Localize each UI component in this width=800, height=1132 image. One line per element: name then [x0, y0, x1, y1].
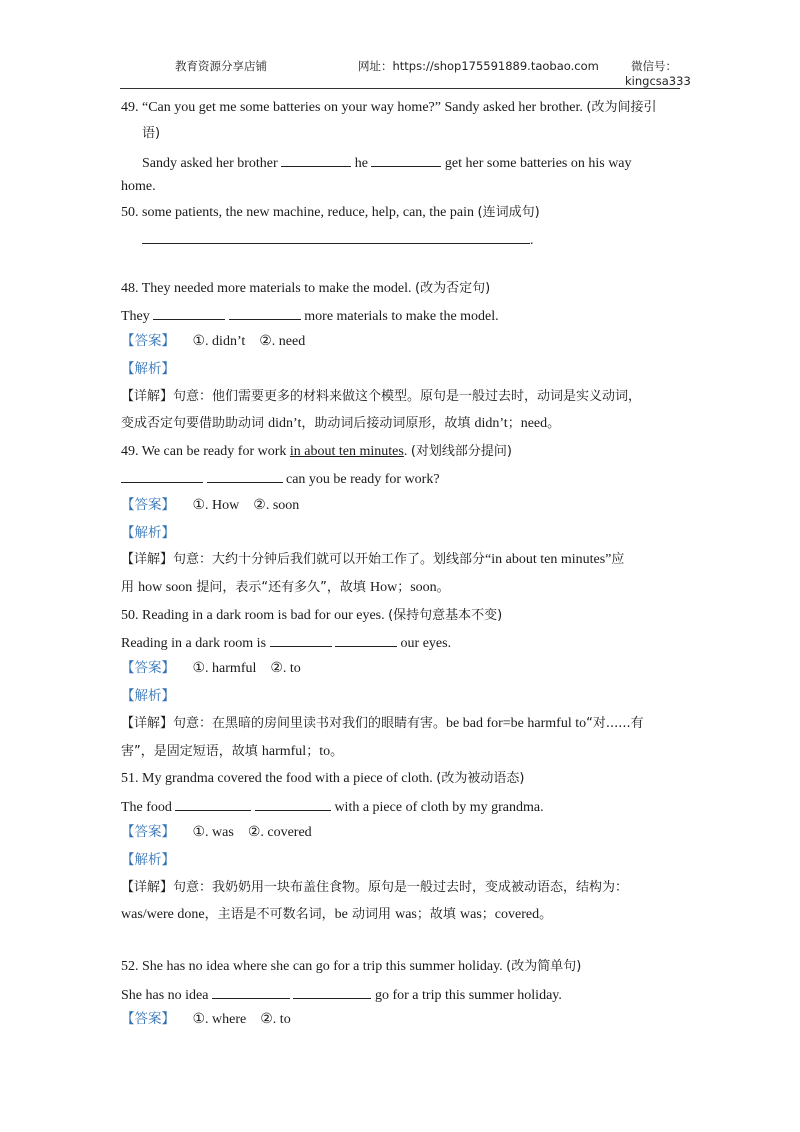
- question-49-prev-cont: 语): [142, 126, 161, 141]
- question-51-detail-1: 【详解】句意：我奶奶用一块布盖住食物。原句是一般过去时，变成被动语态，结构为：: [121, 880, 629, 895]
- question-50-answer: 【答案】 ①. harmful ②. to: [121, 660, 301, 676]
- question-49-prev-sentence: Sandy asked her brother he get her some batteries on his way: [142, 153, 632, 173]
- header-shop-name: 教育资源分享店铺: [175, 59, 267, 73]
- question-50-prev: 50. some patients, the new machine, reduce, help, can, the pain (连词成句): [121, 205, 540, 220]
- header-website: 网址：https://shop175591889.taobao.com: [358, 59, 599, 73]
- question-48-answer: 【答案】 ①. didn’t ②. need: [121, 333, 306, 349]
- answer-blank[interactable]: [293, 985, 371, 999]
- question-48: 48. They needed more materials to make the model. (改为否定句): [121, 281, 491, 296]
- answer-blank[interactable]: [121, 469, 203, 483]
- answer-blank[interactable]: [229, 306, 301, 320]
- question-49-answer: 【答案】 ①. How ②. soon: [121, 497, 300, 513]
- question-49-sentence: can you be ready for work?: [121, 469, 440, 489]
- question-50-detail-1: 【详解】句意：在黑暗的房间里读书对我们的眼睛有害。be bad for=be harmful to“对......有: [121, 716, 644, 731]
- answer-blank[interactable]: [153, 306, 225, 320]
- underlined-phrase: in about ten minutes: [289, 444, 404, 459]
- header-wechat-label: 微信号：: [631, 59, 677, 73]
- question-50: 50. Reading in a dark room is bad for our eyes. (保持句意基本不变): [121, 608, 503, 623]
- answer-blank[interactable]: [255, 797, 331, 811]
- question-50-analysis-label: 【解析】: [121, 688, 175, 704]
- question-49-prev: 49. “Can you get me some batteries on your way home?” Sandy asked her brother. (改为间接引: [121, 100, 657, 115]
- question-48-detail-1: 【详解】句意：他们需要更多的材料来做这个模型。原句是一般过去时，动词是实义动词，: [121, 389, 642, 404]
- question-50-detail-2: 害”，是固定短语，故填 harmful；to。: [121, 744, 344, 759]
- question-49-detail-2: 用 how soon 提问，表示“还有多久”，故填 How；soon。: [121, 580, 450, 595]
- question-51: 51. My grandma covered the food with a piece of cloth. (改为被动语态): [121, 771, 525, 786]
- question-49-prev-sentence-end: home.: [121, 179, 156, 194]
- question-52-sentence: She has no idea go for a trip this summer holiday.: [121, 985, 562, 1005]
- answer-blank[interactable]: [371, 153, 441, 167]
- header-divider: [120, 88, 680, 89]
- question-49-detail-1: 【详解】句意：大约十分钟后我们就可以开始工作了。划线部分“in about ten minutes”应: [121, 552, 625, 567]
- question-48-analysis-label: 【解析】: [121, 361, 175, 377]
- answer-blank[interactable]: [207, 469, 283, 483]
- question-51-detail-2: was/were done，主语是不可数名词，be 动词用 was；故填 was；covered。: [121, 907, 553, 922]
- question-48-detail-2: 变成否定句要借助助动词 didn’t，助动词后接动词原形，故填 didn’t；need。: [121, 416, 561, 431]
- answer-blank[interactable]: [142, 230, 530, 244]
- question-48-sentence: They more materials to make the model.: [121, 306, 499, 326]
- question-49-analysis-label: 【解析】: [121, 525, 175, 541]
- answer-blank[interactable]: [212, 985, 290, 999]
- answer-blank[interactable]: [175, 797, 251, 811]
- question-52: 52. She has no idea where she can go for a trip this summer holiday. (改为简单句): [121, 959, 582, 974]
- question-50-prev-answer-line: .: [142, 230, 534, 250]
- question-49: 49. We can be ready for work in about ten minutes. (对划线部分提问): [121, 444, 512, 459]
- question-52-answer: 【答案】 ①. where ②. to: [121, 1011, 291, 1027]
- answer-blank[interactable]: [335, 633, 397, 647]
- question-51-sentence: The food with a piece of cloth by my grandma.: [121, 797, 544, 817]
- answer-blank[interactable]: [281, 153, 351, 167]
- question-51-analysis-label: 【解析】: [121, 852, 175, 868]
- answer-blank[interactable]: [270, 633, 332, 647]
- question-51-answer: 【答案】 ①. was ②. covered: [121, 824, 312, 840]
- question-50-sentence: Reading in a dark room is our eyes.: [121, 633, 451, 653]
- header-wechat-id: kingcsa333: [625, 74, 691, 88]
